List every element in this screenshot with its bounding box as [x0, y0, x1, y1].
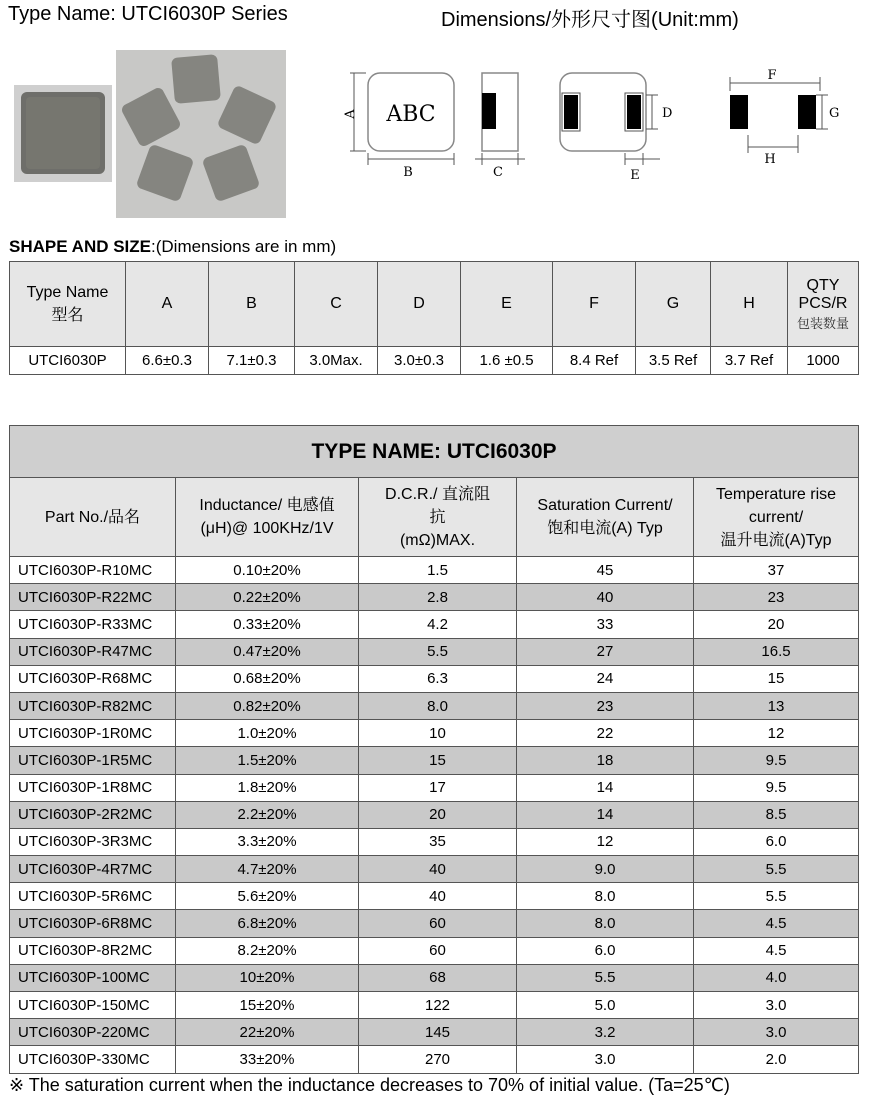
temp-rise-cell: 4.5: [694, 910, 859, 937]
header-temp-rise: Temperature rise current/ 温升电流(A)Typ: [694, 478, 859, 557]
header-type-name: Type Name 型名: [10, 262, 126, 347]
svg-text:H: H: [764, 152, 776, 167]
table-row: [10, 828, 859, 855]
dcr-cell: 40: [359, 856, 517, 883]
inductance-cell: 6.8±20%: [176, 910, 359, 937]
table-row: [10, 856, 859, 883]
shape-size-title: SHAPE AND SIZE:(Dimensions are in mm): [9, 237, 337, 256]
part-number-cell: UTCI6030P-100MC: [10, 964, 176, 991]
dcr-cell: 17: [359, 774, 517, 801]
part-number-cell: UTCI6030P-R10MC: [10, 557, 176, 584]
header-qty: QTY PCS/R 包装数量: [788, 262, 859, 347]
parts-header-row: [10, 478, 859, 557]
temp-rise-cell: 3.0: [694, 1019, 859, 1046]
temp-rise-cell: 13: [694, 692, 859, 719]
svg-text:D: D: [662, 106, 673, 121]
dcr-cell: 35: [359, 828, 517, 855]
part-number-cell: UTCI6030P-150MC: [10, 992, 176, 1019]
temp-rise-cell: 4.5: [694, 937, 859, 964]
header-a: A: [126, 262, 209, 347]
svg-text:G: G: [829, 106, 840, 121]
parts-title-row: [10, 426, 859, 478]
temp-rise-cell: 9.5: [694, 747, 859, 774]
inductance-cell: 0.22±20%: [176, 584, 359, 611]
parts-table: [9, 425, 859, 1074]
shape-data-row: [10, 347, 859, 375]
part-number-cell: UTCI6030P-1R5MC: [10, 747, 176, 774]
dcr-cell: 60: [359, 910, 517, 937]
inductance-cell: 33±20%: [176, 1046, 359, 1073]
saturation-cell: 8.0: [517, 883, 694, 910]
inductance-cell: 0.47±20%: [176, 638, 359, 665]
saturation-cell: 40: [517, 584, 694, 611]
svg-text:B: B: [403, 165, 413, 180]
part-number-cell: UTCI6030P-8R2MC: [10, 937, 176, 964]
temp-rise-cell: 5.5: [694, 883, 859, 910]
product-photo-single: [14, 85, 112, 182]
table-row: [10, 774, 859, 801]
part-number-cell: UTCI6030P-1R8MC: [10, 774, 176, 801]
saturation-cell: 27: [517, 638, 694, 665]
cell: 3.5 Ref: [636, 347, 711, 375]
inductance-cell: 10±20%: [176, 964, 359, 991]
part-number-cell: UTCI6030P-R22MC: [10, 584, 176, 611]
table-row: [10, 557, 859, 584]
svg-text:E: E: [630, 168, 640, 183]
inductance-cell: 2.2±20%: [176, 801, 359, 828]
dcr-cell: 5.5: [359, 638, 517, 665]
dcr-cell: 1.5: [359, 557, 517, 584]
cell: 6.6±0.3: [126, 347, 209, 375]
header-dcr: D.C.R./ 直流阻 抗 (mΩ)MAX.: [359, 478, 517, 557]
cell: 7.1±0.3: [209, 347, 295, 375]
part-number-cell: UTCI6030P-R68MC: [10, 665, 176, 692]
temp-rise-cell: 4.0: [694, 964, 859, 991]
cell: 3.7 Ref: [711, 347, 788, 375]
header-c: C: [295, 262, 378, 347]
table-row: [10, 883, 859, 910]
saturation-cell: 33: [517, 611, 694, 638]
saturation-cell: 14: [517, 774, 694, 801]
temp-rise-cell: 23: [694, 584, 859, 611]
temp-rise-cell: 6.0: [694, 828, 859, 855]
temp-rise-cell: 2.0: [694, 1046, 859, 1073]
dcr-cell: 2.8: [359, 584, 517, 611]
cell: 3.0Max.: [295, 347, 378, 375]
table-row: [10, 638, 859, 665]
table-row: [10, 665, 859, 692]
saturation-cell: 18: [517, 747, 694, 774]
footnote: ※ The saturation current when the inductance decreases to 70% of initial value. (Ta=25℃): [9, 1075, 730, 1095]
cell: UTCI6030P: [10, 347, 126, 375]
part-number-cell: UTCI6030P-R47MC: [10, 638, 176, 665]
inductance-cell: 1.0±20%: [176, 720, 359, 747]
inductance-cell: 0.68±20%: [176, 665, 359, 692]
product-photo-group: [116, 50, 286, 218]
dcr-cell: 122: [359, 992, 517, 1019]
saturation-cell: 24: [517, 665, 694, 692]
header-f: F: [553, 262, 636, 347]
temp-rise-cell: 20: [694, 611, 859, 638]
saturation-cell: 5.0: [517, 992, 694, 1019]
inductance-cell: 5.6±20%: [176, 883, 359, 910]
table-row: [10, 747, 859, 774]
type-name-title: Type Name: UTCI6030P Series: [8, 3, 288, 25]
saturation-cell: 22: [517, 720, 694, 747]
temp-rise-cell: 12: [694, 720, 859, 747]
cell: 3.0±0.3: [378, 347, 461, 375]
temp-rise-cell: 16.5: [694, 638, 859, 665]
cell: 8.4 Ref: [553, 347, 636, 375]
marking-text: ABC: [386, 102, 436, 127]
inductance-cell: 15±20%: [176, 992, 359, 1019]
inductance-cell: 0.33±20%: [176, 611, 359, 638]
part-number-cell: UTCI6030P-6R8MC: [10, 910, 176, 937]
header-g: G: [636, 262, 711, 347]
part-number-cell: UTCI6030P-5R6MC: [10, 883, 176, 910]
saturation-cell: 3.2: [517, 1019, 694, 1046]
dimension-diagram: [330, 55, 870, 185]
dcr-cell: 68: [359, 964, 517, 991]
dimensions-title: Dimensions/外形尺寸图(Unit:mm): [441, 9, 739, 31]
dcr-cell: 6.3: [359, 665, 517, 692]
dcr-cell: 15: [359, 747, 517, 774]
inductance-cell: 8.2±20%: [176, 937, 359, 964]
table-row: [10, 584, 859, 611]
temp-rise-cell: 37: [694, 557, 859, 584]
svg-text:A: A: [343, 109, 358, 119]
inductance-cell: 4.7±20%: [176, 856, 359, 883]
header-inductance: Inductance/ 电感值 (μH)@ 100KHz/1V: [176, 478, 359, 557]
inductance-cell: 1.8±20%: [176, 774, 359, 801]
dcr-cell: 270: [359, 1046, 517, 1073]
table-row: [10, 1046, 859, 1073]
shape-header-row: [10, 262, 859, 347]
dcr-cell: 20: [359, 801, 517, 828]
part-number-cell: UTCI6030P-220MC: [10, 1019, 176, 1046]
temp-rise-cell: 3.0: [694, 992, 859, 1019]
saturation-cell: 12: [517, 828, 694, 855]
table-row: [10, 992, 859, 1019]
saturation-cell: 14: [517, 801, 694, 828]
inductance-cell: 0.82±20%: [176, 692, 359, 719]
header-saturation: Saturation Current/ 饱和电流(A) Typ: [517, 478, 694, 557]
cell: 1.6 ±0.5: [461, 347, 553, 375]
saturation-cell: 9.0: [517, 856, 694, 883]
parts-table-title: TYPE NAME: UTCI6030P: [10, 426, 859, 478]
cell: 1000: [788, 347, 859, 375]
temp-rise-cell: 8.5: [694, 801, 859, 828]
header-part-no: Part No./品名: [10, 478, 176, 557]
part-number-cell: UTCI6030P-1R0MC: [10, 720, 176, 747]
temp-rise-cell: 5.5: [694, 856, 859, 883]
part-number-cell: UTCI6030P-4R7MC: [10, 856, 176, 883]
dcr-cell: 8.0: [359, 692, 517, 719]
dcr-cell: 60: [359, 937, 517, 964]
dcr-cell: 145: [359, 1019, 517, 1046]
part-number-cell: UTCI6030P-2R2MC: [10, 801, 176, 828]
temp-rise-cell: 15: [694, 665, 859, 692]
table-row: [10, 692, 859, 719]
dcr-cell: 40: [359, 883, 517, 910]
header-d: D: [378, 262, 461, 347]
shape-size-table: [9, 261, 859, 375]
dcr-cell: 4.2: [359, 611, 517, 638]
header-h: H: [711, 262, 788, 347]
part-number-cell: UTCI6030P-3R3MC: [10, 828, 176, 855]
table-row: [10, 910, 859, 937]
saturation-cell: 5.5: [517, 964, 694, 991]
inductance-cell: 1.5±20%: [176, 747, 359, 774]
saturation-cell: 3.0: [517, 1046, 694, 1073]
dcr-cell: 10: [359, 720, 517, 747]
table-row: [10, 1019, 859, 1046]
temp-rise-cell: 9.5: [694, 774, 859, 801]
table-row: [10, 801, 859, 828]
table-row: [10, 964, 859, 991]
saturation-cell: 8.0: [517, 910, 694, 937]
header-e: E: [461, 262, 553, 347]
table-row: [10, 937, 859, 964]
saturation-cell: 23: [517, 692, 694, 719]
svg-text:F: F: [767, 68, 777, 83]
svg-text:C: C: [493, 165, 503, 180]
part-number-cell: UTCI6030P-R33MC: [10, 611, 176, 638]
part-number-cell: UTCI6030P-330MC: [10, 1046, 176, 1073]
header-b: B: [209, 262, 295, 347]
inductance-cell: 3.3±20%: [176, 828, 359, 855]
saturation-cell: 45: [517, 557, 694, 584]
saturation-cell: 6.0: [517, 937, 694, 964]
part-number-cell: UTCI6030P-R82MC: [10, 692, 176, 719]
inductance-cell: 0.10±20%: [176, 557, 359, 584]
table-row: [10, 720, 859, 747]
inductance-cell: 22±20%: [176, 1019, 359, 1046]
table-row: [10, 611, 859, 638]
